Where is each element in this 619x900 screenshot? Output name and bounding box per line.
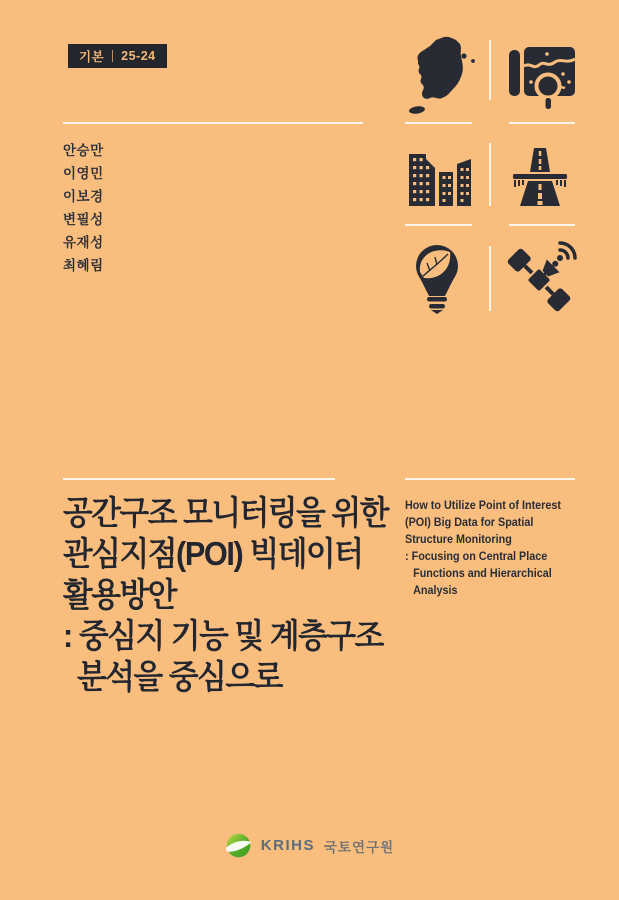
krihs-logo-icon (225, 832, 252, 859)
south-korea-map-icon (404, 34, 480, 118)
series-label: 기본 (79, 50, 105, 64)
report-number: 25-24 (121, 49, 156, 63)
english-title-line: How to Utilize Point of Interest (405, 498, 562, 512)
english-title-line: (POI) Big Data for Spatial (405, 515, 534, 529)
english-title-line: Structure Monitoring (405, 532, 512, 546)
author-name: 이보경 (63, 189, 104, 204)
krihs-org-name: 국토연구원 (323, 839, 395, 855)
icon-grid-vertical-divider (489, 246, 491, 311)
author-name: 유재성 (63, 235, 104, 250)
author-name: 이영민 (63, 166, 104, 181)
author-name: 안승만 (63, 143, 104, 158)
korean-title-line: 관심지점(POI) 빅데이터 (63, 535, 363, 572)
eco-lightbulb-leaf-icon (414, 244, 460, 314)
krihs-logo (0, 832, 619, 859)
korean-title-rule (63, 478, 335, 480)
author-name: 변필성 (63, 212, 104, 227)
highway-icon (507, 146, 573, 206)
series-badge (68, 44, 167, 68)
english-title-rule (405, 478, 575, 480)
english-subtitle-line: Analysis (413, 583, 458, 597)
korean-title-line: 활용방안 (63, 576, 177, 613)
icon-grid-vertical-divider (489, 143, 491, 206)
map-with-magnifier-icon (507, 44, 577, 110)
icon-grid-horizontal-divider (509, 224, 575, 226)
english-subtitle-line: Functions and Hierarchical (413, 566, 552, 580)
korean-subtitle-line: 분석을 중심으로 (76, 658, 282, 695)
author-list (63, 139, 104, 277)
korean-subtitle-line: : 중심지 기능 및 계층구조 (63, 617, 383, 654)
author-name: 최혜림 (63, 258, 104, 273)
city-buildings-icon (405, 146, 471, 206)
korean-title (63, 492, 388, 697)
icon-grid-horizontal-divider (405, 224, 472, 226)
satellite-icon (503, 238, 579, 314)
badge-divider (112, 50, 113, 62)
english-subtitle-line: : Focusing on Central Place (405, 549, 548, 563)
authors-rule (63, 122, 363, 124)
icon-grid-horizontal-divider (509, 122, 575, 124)
english-title (405, 497, 561, 599)
icon-grid-vertical-divider (489, 40, 491, 100)
krihs-acronym: KRIHS (260, 837, 315, 854)
korean-title-line: 공간구조 모니터링을 위한 (63, 494, 389, 531)
icon-grid-horizontal-divider (405, 122, 472, 124)
